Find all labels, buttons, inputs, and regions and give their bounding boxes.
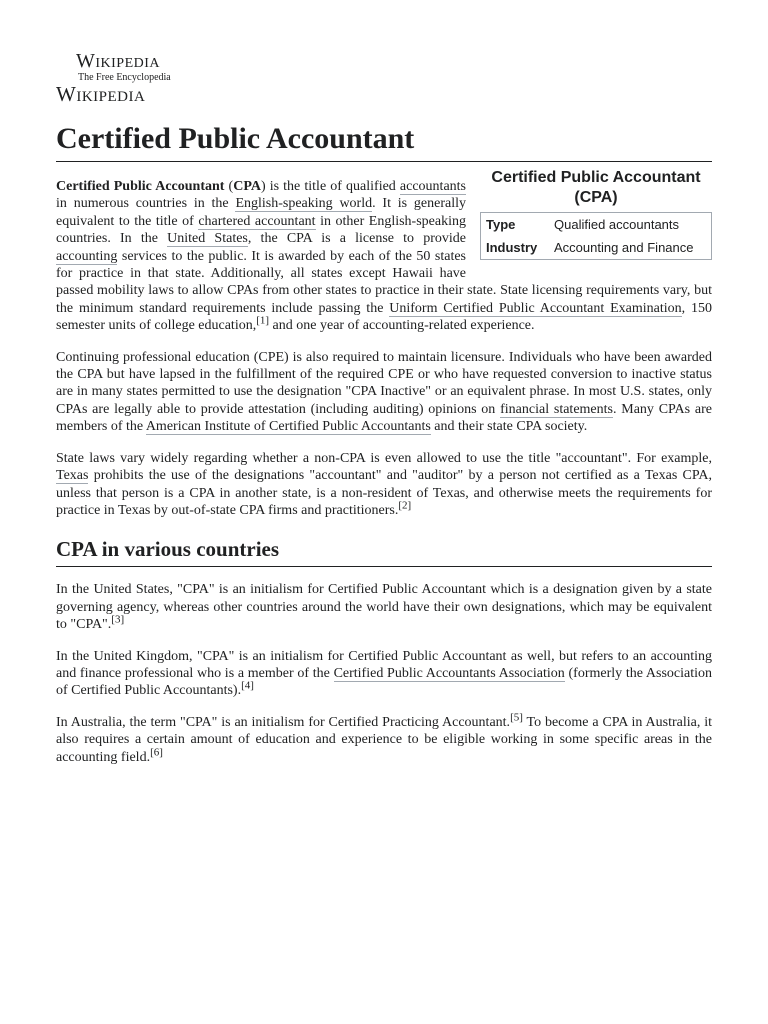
paragraph-text: Continuing professional education (CPE) is also required to maintain licensure. Individuals who have been awarded the CPA but have lapsed in the fulfillment of the required CPE or who have requested conversion to inactive status are in many states permitted to use the designation "CPA Inactive" or an equivalent phrase. In most U.S. states, only CPAs are legally able to provide attestation (including auditing) opinions on [56, 349, 712, 417]
logo-tagline: The Free Encyclopedia [78, 72, 171, 83]
link-accountants[interactable]: accountants [399, 179, 466, 194]
link-cpa-association[interactable]: Certified Public Accountants Association [333, 665, 565, 681]
paragraph-text: in numerous countries in the [56, 196, 236, 212]
paragraph-text: To become a CPA in Australia, it also requires a certain amount of education and experience to be eligible working in some specific areas in the accounting field. [56, 714, 712, 765]
paragraph-text: , the CPA is a license to provide [247, 231, 467, 247]
paragraph-text: and one year of accounting-related experience. [269, 318, 535, 334]
reference-link[interactable]: [4] [241, 679, 254, 692]
paragraph-text: In the United States, "CPA" is an initialism for Certified Public Accountant which is a designation given by a state governing agency, whereas other countries around the world have their own designations, which may be equivalent to "CPA". [56, 582, 712, 633]
paragraph-text: . It is generally equivalent to the title of [56, 196, 466, 229]
link-accounting[interactable]: accounting [56, 248, 118, 264]
link-english-speaking-world[interactable]: English-speaking world [235, 196, 373, 212]
reference-link[interactable]: [3] [111, 613, 125, 626]
infobox-title: Certified Public Accountant (CPA) [491, 169, 701, 206]
reference-link[interactable]: [5] [510, 711, 523, 724]
infobox-row-key: Type [486, 217, 516, 232]
link-uniform-cpa-exam[interactable]: Uniform Certified Public Accountant Examination [389, 300, 682, 316]
paragraph-text: and their state CPA society. [430, 419, 588, 435]
paragraph-text: services to the public. It is awarded by each of the 50 states for practice in that state. Additionally, all states except Hawaii have passed mobility laws to allow CPAs from other states to practice in their state. State licensing requirements vary, but the minimum standard requirements include passing the [56, 248, 712, 316]
reference-5[interactable] [510, 711, 523, 723]
paragraph-text: ( [224, 179, 234, 194]
bold-term: Certified Public Accountant [56, 179, 225, 194]
paragraph-text: , 150 semester units of college education, [56, 300, 712, 334]
infobox [480, 168, 712, 260]
reference-3[interactable] [111, 613, 124, 625]
paragraph-text: (formerly the Association of Certified Public Accountants). [56, 665, 712, 699]
infobox-row [481, 236, 712, 260]
paragraph-text: . Many CPAs are members of the [56, 401, 712, 435]
intro-paragraph-3 [56, 450, 712, 520]
logo-name: Wikipedia [76, 50, 161, 72]
paragraph-text: In Australia, the term "CPA" is an initialism for Certified Practicing Accountant. [56, 714, 511, 730]
infobox-row-value: Accounting and Finance [554, 240, 694, 255]
page-title: Certified Public Accountant [56, 121, 712, 162]
wikipedia-logo[interactable] [56, 50, 712, 106]
reference-link[interactable]: [6] [150, 745, 163, 758]
link-financial-statements[interactable]: financial statements [500, 401, 613, 417]
reference-2[interactable] [398, 499, 411, 511]
paragraph-text: State laws vary widely regarding whether a non-CPA is even allowed to use the title "accountant". For example, [56, 450, 712, 466]
paragraph-text: prohibits the use of the designations "accountant" and "auditor" by a person not certified as a Texas CPA, unless that person is a CPA in another state, is a non-resident of Texas, and otherwise meets the requirements for practice in Texas by out-of-state CPA firms and practitioners. [56, 468, 712, 518]
paragraph-text: in other English-speaking countries. In the [56, 213, 466, 247]
infobox-row-key: Industry [486, 240, 538, 255]
link-aicpa[interactable]: American Institute of Certified Public Accountants [145, 419, 431, 435]
intro-paragraph-2 [56, 349, 712, 436]
infobox-row-value: Qualified accountants [554, 217, 680, 232]
reference-link[interactable]: [2] [398, 499, 412, 512]
section-paragraph-1 [56, 581, 712, 633]
reference-4[interactable] [241, 680, 254, 692]
reference-link[interactable]: [1] [256, 314, 270, 327]
logo-wordmark: Wikipedia [56, 82, 146, 106]
section-heading: CPA in various countries [56, 535, 712, 567]
link-chartered-accountant[interactable]: chartered accountant [198, 213, 316, 229]
article-page [56, 50, 712, 780]
link-united-states[interactable]: United States [167, 231, 248, 247]
infobox-table [480, 212, 712, 260]
bold-term: CPA [233, 179, 261, 194]
section-paragraph-2 [56, 648, 712, 700]
link-texas[interactable]: Texas [56, 468, 89, 484]
paragraph-text: ) is the title of qualified [260, 179, 400, 194]
reference-6[interactable] [150, 746, 163, 758]
reference-1[interactable] [256, 315, 269, 327]
paragraph-text: In the United Kingdom, "CPA" is an initialism for Certified Public Accountant as well, but refers to an accounting and finance professional who is a member of the [56, 648, 712, 681]
section-paragraph-3 [56, 711, 712, 766]
infobox-row [481, 213, 712, 237]
